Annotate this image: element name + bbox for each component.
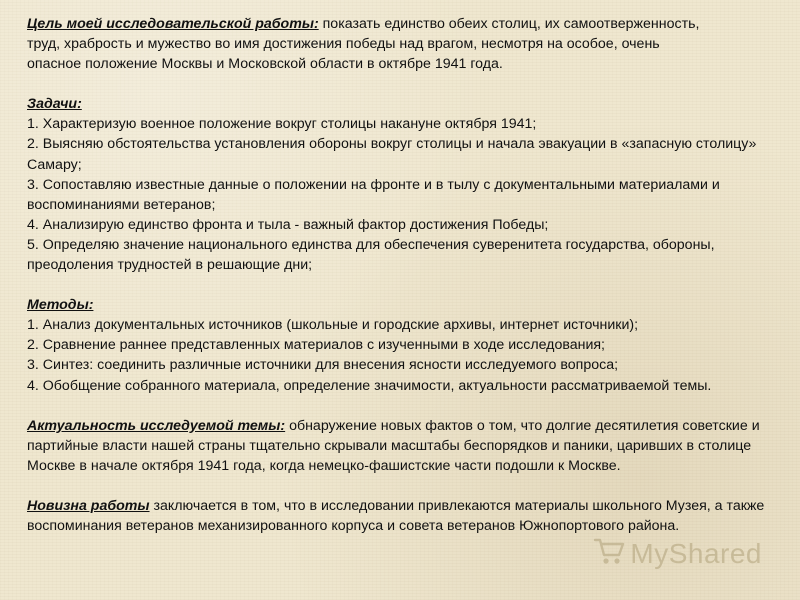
tasks-heading: Задачи: — [27, 96, 82, 113]
relevance-section — [27, 416, 779, 476]
goal-line-1 — [27, 14, 779, 34]
goal-heading: Цель моей исследовательской работы: — [27, 16, 319, 32]
methods-section — [27, 295, 779, 395]
tasks-section — [27, 94, 779, 275]
method-item-1: 1. Анализ документальных источников (школьные и городские архивы, интернет источники); — [27, 317, 639, 334]
slide-content — [27, 14, 779, 556]
novelty-heading: Новизна работы — [27, 497, 150, 514]
method-item-3: 3. Синтез: соединить различные источники для внесения ясности исследуемого вопроса; — [27, 357, 619, 374]
task-item-5: 5. Определяю значение национального единства для обеспечения суверенитета государства, обороны, преодоления трудностей в решающие дни; — [27, 236, 715, 274]
task-item-1: 1. Характеризую военное положение вокруг столицы накануне октября 1941; — [27, 116, 537, 133]
task-item-3: 3. Сопоставляю известные данные о положении на фронте и в тылу с документальными материалами и воспоминаниями ветеранов; — [27, 176, 720, 213]
novelty-paragraph — [27, 496, 779, 536]
watermark — [592, 533, 762, 574]
novelty-section — [27, 496, 779, 536]
novelty-text: заключается в том, что в исследовании привлекаются материалы школьного Музея, а также воспоминания ветеранов механизированного корпуса и совета ветеранов Южнопортового района. — [27, 497, 765, 534]
methods-heading: Методы: — [27, 297, 94, 314]
task-item-2: 2. Выясняю обстоятельства установления обороны вокруг столицы и начала эвакуации в «запасную столицу» Самару; — [27, 136, 757, 173]
goal-section — [27, 14, 779, 74]
goal-text: показать единство обеих столиц, их самоотверженность, — [318, 16, 700, 32]
task-item-4: 4. Анализирую единство фронта и тыла - важный фактор достижения Победы; — [27, 216, 549, 233]
cart-icon — [592, 533, 626, 574]
goal-line-3: опасное положение Москвы и Московской области в октябре 1941 года. — [27, 56, 503, 73]
watermark-text: MyShared — [630, 537, 762, 569]
method-item-4: 4. Обобщение собранного материала, определение значимости, актуальности рассматриваемой темы. — [27, 377, 712, 394]
method-item-2: 2. Сравнение раннее представленных материалов с изученными в ходе исследования; — [27, 337, 606, 354]
goal-line-2: труд, храбрость и мужество во имя достижения победы над врагом, несмотря на особое, очень — [27, 36, 660, 53]
relevance-heading: Актуальность исследуемой темы: — [27, 417, 286, 434]
relevance-paragraph — [27, 416, 779, 476]
relevance-text: обнаружение новых фактов о том, что долгие десятилетия советские и партийные власти нашей страны тщательно скрывали масштабы беспорядков и паники, царивших в столице Москве в начале октября 1941 года, когда немецко-фашистские части подошли к Москве. — [27, 417, 760, 474]
